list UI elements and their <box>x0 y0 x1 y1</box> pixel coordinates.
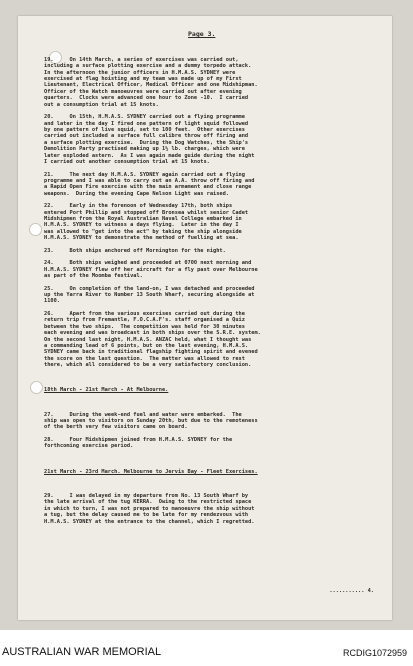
text-line: the score on the last question. The matter was allowed to rest <box>44 355 245 362</box>
text-line: out a consumption trial at 15 knots. <box>44 101 159 108</box>
text-line: quarters. Clocks were advanced one hour to Zone -10. I carried <box>44 95 249 102</box>
text-line: and later in the day I fired one pattern of light squid followed <box>44 120 249 127</box>
continuation-marker: ........... 4. <box>329 588 374 594</box>
text-line: carried out included a surface full calibre throw off firing and <box>44 133 249 140</box>
section-heading-melbourne: 18th March - 21st March - At Melbourne. <box>44 387 169 394</box>
text-line: 21. The next day H.M.A.S. SYDNEY again carried out a flying <box>44 171 245 178</box>
text-line: ship was open to visitors on Sunday 20th, but due to the remoteness <box>44 418 258 425</box>
paragraphs-main <box>44 57 374 369</box>
paragraphs-section-1 <box>44 412 374 450</box>
section-heading-fleet-exercises: 21st March - 23rd March. Melbourne to Jervis Bay - Fleet Exercises. <box>44 468 258 475</box>
paragraph <box>44 286 374 305</box>
text-line: later exploded astern. As I was again made guide during the night <box>44 152 255 159</box>
text-line: as part of the Moomba festival. <box>44 273 143 280</box>
paragraph <box>44 172 374 198</box>
text-line: SYDNEY came back in traditional flagship fighting spirit and evened <box>44 349 258 356</box>
text-line: a Rapid Open Fire exercise with the main armament and close range <box>44 184 252 191</box>
paragraph <box>44 114 374 165</box>
text-line: In the afternoon the junior officers in H.M.A.S. SYDNEY were <box>44 69 236 76</box>
text-line: 27. During the week-end fuel and water were embarked. The <box>44 411 242 418</box>
page-number: Page 3. <box>188 30 216 38</box>
paragraph <box>44 203 374 241</box>
text-line: 1100. <box>44 298 60 305</box>
text-line: including a surface plotting exercise and a dummy torpedo attack. <box>44 63 252 70</box>
text-line: programme and I was able to carry out an A.A. throw off firing and <box>44 177 255 184</box>
text-line: 25. On completion of the land-on, I was detached and proceeded <box>44 285 255 292</box>
text-line: 23. Both ships anchored off Mornington for the night. <box>44 247 226 254</box>
text-line: return trip from Fremantle, F.O.C.A.F's. staff organised a Quiz <box>44 317 245 324</box>
text-line: Officer of the Watch manoeuvres were carried out after evening <box>44 88 242 95</box>
paragraph <box>44 493 374 525</box>
text-line: 28. Four Midshipmen joined from H.M.A.S. SYDNEY for the <box>44 436 233 443</box>
punch-hole-bottom <box>30 381 43 394</box>
text-line: the late arrival of the tug KERRA. Owing to the restricted space <box>44 499 252 506</box>
text-line: exercised at flag hoisting and my team was made up of my First <box>44 76 242 83</box>
text-line: 24. Both ships weighed and proceeded at 0700 next morning and <box>44 260 252 267</box>
text-line: H.M.A.S. SYDNEY to demonstrate the method of fuelling at sea. <box>44 235 239 242</box>
text-line: 19. On 14th March, a series of exercises was carried out, <box>44 56 239 63</box>
record-id: RCDIG1072959 <box>342 648 407 658</box>
text-line: up the Yarra River to Number 13 South Wharf, securing alongside at <box>44 291 255 298</box>
text-line: in which to turn, I was not prepared to manoeuvre the ship without <box>44 505 255 512</box>
text-line: was allowed to "get into the act" by taking the ship alongside <box>44 228 242 235</box>
text-line: 20. On 15th, H.M.A.S. SYDNEY carried out a flying programme <box>44 114 245 121</box>
text-line: 22. Early in the forenoon of Wednesday 17th, both ships <box>44 203 233 210</box>
paragraph <box>44 412 374 431</box>
paragraph <box>44 260 374 279</box>
text-line: 29. I was delayed in my departure from No. 13 South Wharf by <box>44 492 249 499</box>
text-line: Midshipmen from the Royal Australian Naval College embarked in <box>44 216 242 223</box>
text-line: by one pattern of live squid, set to 100 feet. Other exercises <box>44 126 245 133</box>
paragraphs-section-2 <box>44 493 374 525</box>
paragraph <box>44 57 374 108</box>
punch-hole-middle <box>29 223 42 236</box>
text-line: a surface plotting exercise. During the Dog Watches, the Ship's <box>44 139 249 146</box>
paragraph <box>44 248 374 254</box>
text-line: between the two ships. The competition was held for 30 minutes <box>44 323 245 330</box>
text-line: forthcoming exercise period. <box>44 443 134 450</box>
document-body <box>44 44 374 544</box>
text-line: there, which all considered to be a very satisfactory conclusion. <box>44 362 252 369</box>
document-page <box>18 16 392 620</box>
text-line: Demolition Party practised making up 1½ lb. charges, which were <box>44 146 245 153</box>
text-line: of the berth very few visitors came on board. <box>44 424 188 431</box>
text-line: each evening and was broadcast in both ships over the S.R.E. system. <box>44 330 261 337</box>
text-line: a commanding lead of 6 points, but on the last evening, H.M.A.S. <box>44 342 249 349</box>
text-line: entered Port Phillip and stopped off Bronsea whilst senior Cadet <box>44 209 249 216</box>
text-line: weapons. During the evening Cape Nelson Light was raised. <box>44 190 229 197</box>
text-line: 26. Apart from the various exercises carried out during the <box>44 310 245 317</box>
text-line: I carried out another consumption trial at 15 knots. <box>44 159 210 165</box>
text-line: H.M.A.S. SYDNEY at the entrance to the channel, which I regretted. <box>44 518 255 525</box>
text-line: a tug, but the delay caused me to be late for my rendezvous with <box>44 512 249 519</box>
text-line: On the second last night, H.M.A.S. ANZAC held, what I thought was <box>44 336 252 343</box>
institution-credit: AUSTRALIAN WAR MEMORIAL <box>2 646 162 658</box>
text-line: Lieutenant, Electrical Officer, Medical Officer and one Midshipman. <box>44 82 258 89</box>
paragraph <box>44 311 374 369</box>
paragraph <box>44 437 374 450</box>
text-line: H.M.A.S. SYDNEY flew off her aircraft for a fly past over Melbourne <box>44 266 258 273</box>
text-line: H.M.A.S. SYDNEY to witness a days flying. Later in the day I <box>44 222 239 229</box>
